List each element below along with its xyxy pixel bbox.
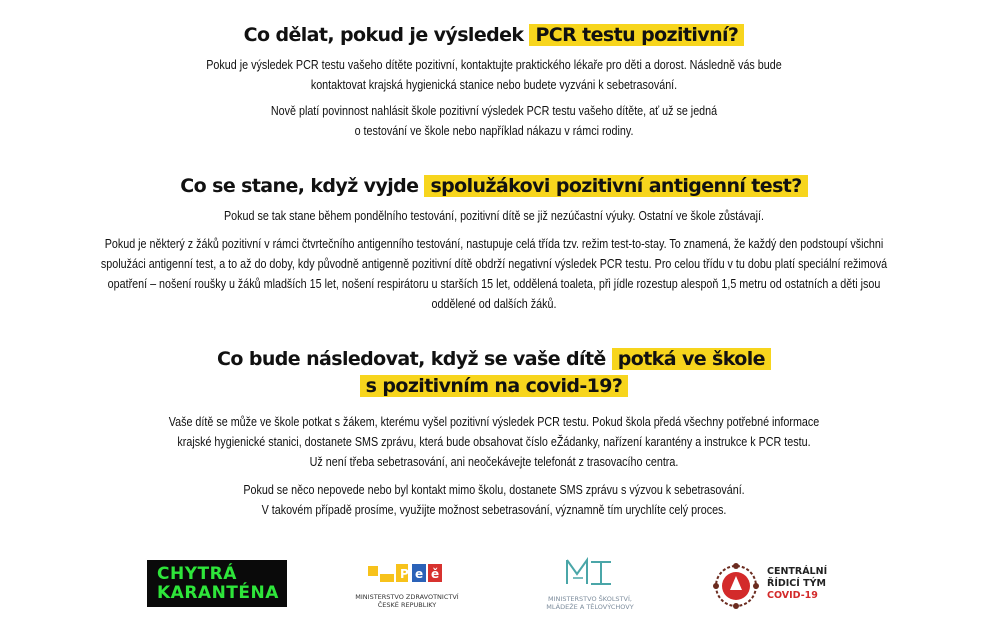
logo-text: ŘÍDICÍ TÝM (767, 578, 826, 589)
svg-text:e: e (415, 567, 424, 581)
mzd-logo (355, 560, 470, 609)
text-line: Vaše dítě se může ve škole potkat s žákem, kterému vyšel pozitivní výsledek PCR testu. Pokud škola předá všechny potřebné informace (168, 415, 820, 429)
crt-text (767, 566, 827, 602)
heading-highlight: PCR testu pozitivní? (529, 24, 744, 46)
section-contact-at-school (0, 346, 988, 520)
svg-text:P: P (400, 567, 409, 581)
text-line: oddělené od dalších žáků. (431, 297, 557, 311)
logo-text: CENTRÁLNÍ (767, 566, 828, 577)
paragraph (0, 412, 988, 472)
paragraph (0, 480, 988, 520)
logo-text: KARANTÉNA (157, 583, 279, 603)
logo-text: CHYTRÁ (157, 564, 237, 584)
section-pcr-positive (0, 22, 988, 141)
heading-contact-at-school: Co bude následovat, když se vaše dítě potká ve škole (0, 346, 988, 373)
text-line: Nově platí povinnost nahlásit škole pozitivní výsledek PCR testu vašeho dítěte, ať už se jedná (270, 104, 718, 118)
text-line: opatření – nošení roušky u žáků mladších 15 let, nošení respirátoru u starších 15 let, oddělená toaleta, při jídle rozestup alespoň 1,5 metru od ostatních a děti jsou (107, 277, 881, 291)
text-line: spolužáci antigenní test, a to až do doby, kdy původně antigenně pozitivní dítě obdrží negativní výsledek PCR testu. Pro celou třídu v tu dobu platí speciální režimová (100, 257, 888, 271)
heading-antigen-positive: Co se stane, když vyjde spolužákovi pozitivní antigenní test? (0, 173, 988, 200)
section-antigen-positive (0, 173, 988, 314)
heading-contact-at-school-line2 (0, 373, 988, 400)
heading-highlight: s pozitivním na covid-19? (360, 375, 629, 397)
crt-emblem-icon (710, 560, 762, 612)
heading-highlight: spolužákovi pozitivní antigenní test? (424, 175, 807, 197)
paragraph (0, 206, 988, 226)
logo-caption: MINISTERSTVO ZDRAVOTNICTVÍ (355, 593, 459, 601)
text-line: krajské hygienické stanici, dostanete SMS zprávu, která bude obsahovat číslo eŽádanky, nařízení karantény a instrukce k PCR testu. (177, 435, 811, 449)
paragraph (0, 55, 988, 95)
logo-caption: MLÁDEŽE A TĚLOVÝCHOVY (546, 603, 634, 611)
text-line: Pokud je některý z žáků pozitivní v rámci čtvrtečního antigenního testování, nastupuje celá třída tzv. režim test-to-stay. To znamená, že každý den podstoupí všichni (104, 237, 884, 251)
text-line: V takovém případě prosíme, využijte možnost sebetrasování, významně tím urychlíte celý proces. (261, 503, 727, 517)
text-line: Pokud je výsledek PCR testu vašeho dítěte pozitivní, kontaktujte praktického lékaře pro děti a dorost. Následně vás bude (206, 58, 782, 72)
crt-logo (710, 556, 840, 614)
mzd-emblem-icon (360, 560, 470, 588)
paragraph (0, 101, 988, 141)
logo-caption: ČESKÉ REPUBLIKY (377, 601, 437, 609)
chytra-karantena-logo (147, 560, 287, 607)
msmt-emblem-icon (535, 556, 645, 590)
footer-logos (0, 556, 988, 616)
text-line: kontaktovat krajská hygienická stanice nebo budete vyzváni k sebetrasování. (310, 78, 678, 92)
msmt-logo (535, 556, 645, 611)
logo-text: COVID-19 (767, 590, 818, 601)
text-line: o testování ve škole nebo například nákazu v rámci rodiny. (354, 124, 634, 138)
text-line: Už není třeba sebetrasování, ani neočekávejte telefonát z trasovacího centra. (309, 455, 679, 469)
paragraph (0, 234, 988, 314)
text-line: Pokud se tak stane během pondělního testování, pozitivní dítě se již nezúčastní výuky. Ostatní ve škole zůstávají. (224, 209, 764, 223)
logo-caption: MINISTERSTVO ŠKOLSTVÍ, (548, 595, 632, 603)
heading-pcr-positive: Co dělat, pokud je výsledek PCR testu pozitivní? (0, 22, 988, 49)
heading-highlight: potká ve škole (612, 348, 771, 370)
text-line: Pokud se něco nepovede nebo byl kontakt mimo školu, dostanete SMS zprávu s výzvou k sebetrasování. (243, 483, 745, 497)
svg-text:ě: ě (431, 567, 440, 581)
